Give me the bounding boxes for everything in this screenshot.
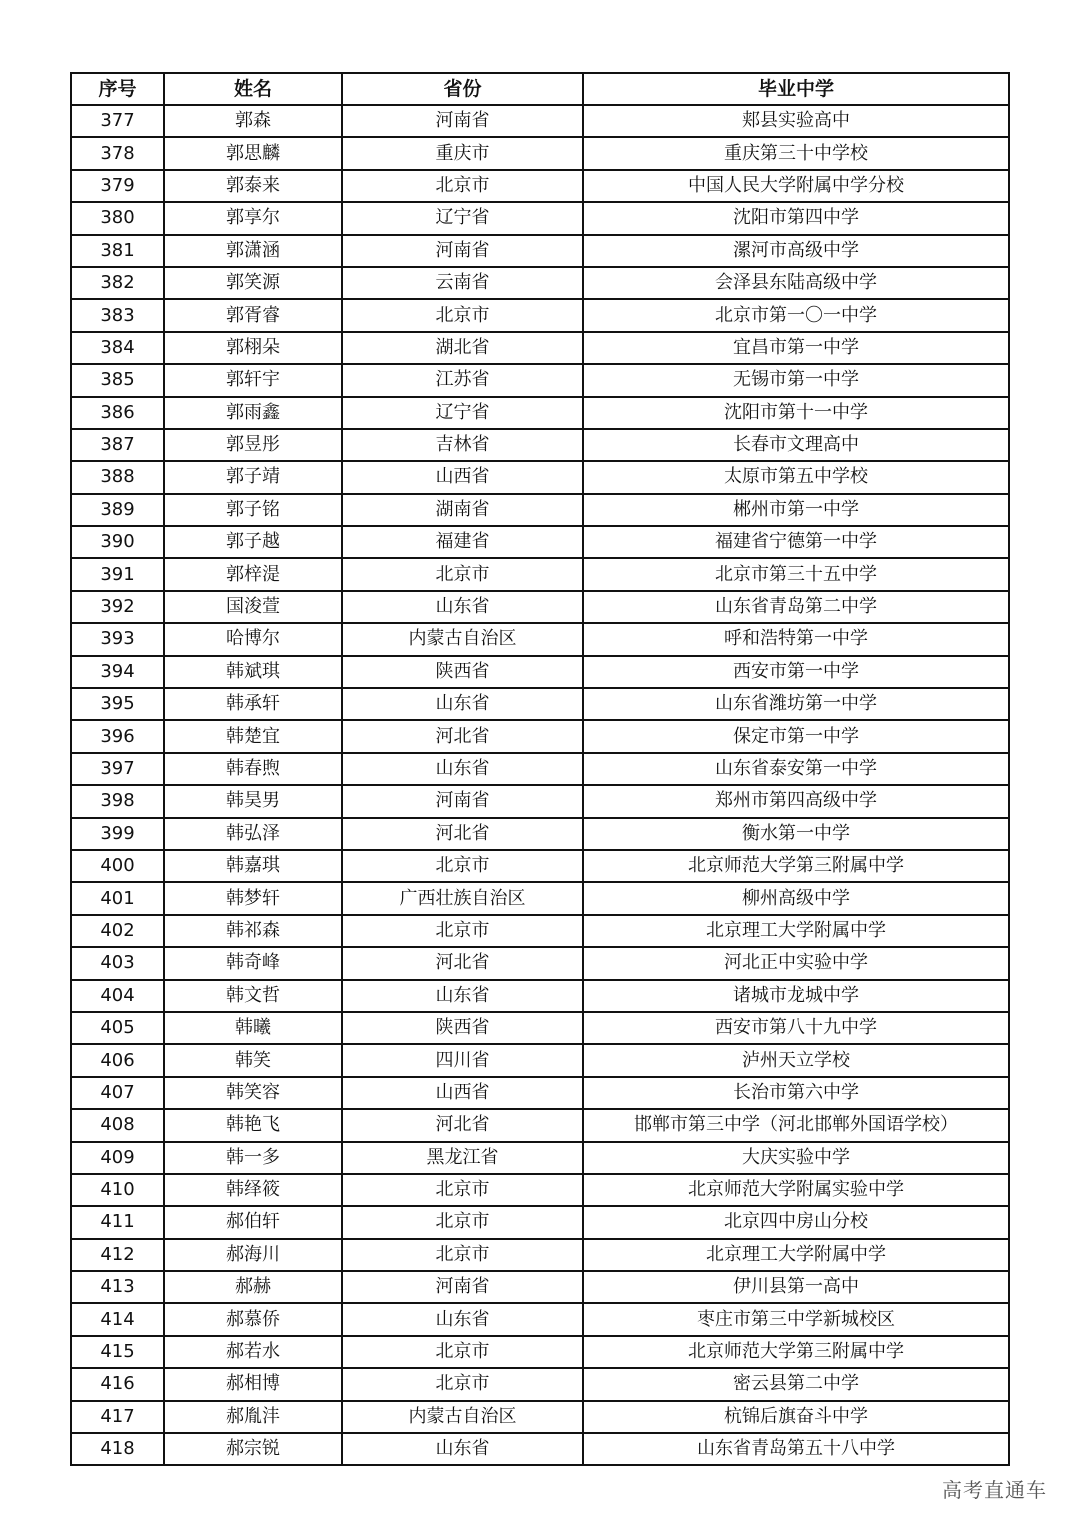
cell-index: 403	[71, 947, 164, 979]
cell-province: 北京市	[342, 1206, 583, 1238]
cell-index: 411	[71, 1206, 164, 1238]
cell-index: 417	[71, 1401, 164, 1433]
cell-index: 409	[71, 1142, 164, 1174]
table-row	[71, 1109, 1009, 1141]
cell-province: 内蒙古自治区	[342, 1401, 583, 1433]
cell-school: 山东省青岛第二中学	[583, 591, 1009, 623]
cell-index: 402	[71, 915, 164, 947]
cell-index: 398	[71, 785, 164, 817]
header-name: 姓名	[164, 73, 342, 105]
cell-index: 412	[71, 1239, 164, 1271]
cell-name: 韩奇峰	[164, 947, 342, 979]
cell-index: 394	[71, 656, 164, 688]
table-row	[71, 753, 1009, 785]
cell-index: 416	[71, 1368, 164, 1400]
table-row	[71, 461, 1009, 493]
cell-name: 哈博尔	[164, 623, 342, 655]
cell-name: 郭子铭	[164, 494, 342, 526]
table-row	[71, 1077, 1009, 1109]
cell-province: 北京市	[342, 299, 583, 331]
cell-name: 郝胤沣	[164, 1401, 342, 1433]
cell-name: 韩春煦	[164, 753, 342, 785]
cell-name: 郭胥睿	[164, 299, 342, 331]
cell-school: 呼和浩特第一中学	[583, 623, 1009, 655]
cell-school: 邯郸市第三中学（河北邯郸外国语学校）	[583, 1109, 1009, 1141]
cell-province: 北京市	[342, 1336, 583, 1368]
cell-index: 384	[71, 332, 164, 364]
cell-province: 辽宁省	[342, 397, 583, 429]
cell-name: 郭森	[164, 105, 342, 137]
cell-school: 山东省青岛第五十八中学	[583, 1433, 1009, 1465]
cell-name: 韩曦	[164, 1012, 342, 1044]
cell-school: 宜昌市第一中学	[583, 332, 1009, 364]
cell-school: 郴州市第一中学	[583, 494, 1009, 526]
cell-province: 陕西省	[342, 656, 583, 688]
table-row	[71, 785, 1009, 817]
cell-name: 郭潇涵	[164, 235, 342, 267]
cell-index: 392	[71, 591, 164, 623]
cell-index: 380	[71, 202, 164, 234]
cell-name: 郭泰来	[164, 170, 342, 202]
cell-index: 385	[71, 364, 164, 396]
header-school: 毕业中学	[583, 73, 1009, 105]
cell-school: 中国人民大学附属中学分校	[583, 170, 1009, 202]
watermark: 高考直通车	[942, 1478, 1047, 1502]
cell-name: 郝慕侨	[164, 1303, 342, 1335]
cell-school: 柳州高级中学	[583, 882, 1009, 914]
table-row	[71, 720, 1009, 752]
cell-name: 郭昱彤	[164, 429, 342, 461]
table-row	[71, 1368, 1009, 1400]
cell-province: 山东省	[342, 1433, 583, 1465]
cell-name: 韩笑	[164, 1044, 342, 1076]
table-row	[71, 1174, 1009, 1206]
cell-index: 390	[71, 526, 164, 558]
cell-name: 郭雨鑫	[164, 397, 342, 429]
table-row	[71, 105, 1009, 137]
cell-province: 北京市	[342, 170, 583, 202]
cell-province: 河南省	[342, 1271, 583, 1303]
cell-name: 郝海川	[164, 1239, 342, 1271]
student-list-table	[70, 72, 1010, 1466]
cell-province: 北京市	[342, 558, 583, 590]
cell-name: 郭笑源	[164, 267, 342, 299]
cell-school: 伊川县第一高中	[583, 1271, 1009, 1303]
cell-province: 福建省	[342, 526, 583, 558]
cell-school: 沈阳市第四中学	[583, 202, 1009, 234]
cell-name: 郝赫	[164, 1271, 342, 1303]
cell-school: 漯河市高级中学	[583, 235, 1009, 267]
cell-index: 413	[71, 1271, 164, 1303]
cell-index: 383	[71, 299, 164, 331]
cell-name: 韩承轩	[164, 688, 342, 720]
cell-province: 重庆市	[342, 137, 583, 169]
cell-name: 国浚萱	[164, 591, 342, 623]
cell-school: 诸城市龙城中学	[583, 980, 1009, 1012]
table-row	[71, 494, 1009, 526]
cell-index: 399	[71, 818, 164, 850]
cell-school: 北京师范大学附属实验中学	[583, 1174, 1009, 1206]
cell-province: 河北省	[342, 818, 583, 850]
cell-school: 河北正中实验中学	[583, 947, 1009, 979]
cell-name: 郭思麟	[164, 137, 342, 169]
cell-index: 404	[71, 980, 164, 1012]
table-row	[71, 656, 1009, 688]
cell-school: 北京理工大学附属中学	[583, 915, 1009, 947]
cell-school: 密云县第二中学	[583, 1368, 1009, 1400]
cell-province: 河南省	[342, 235, 583, 267]
cell-school: 长治市第六中学	[583, 1077, 1009, 1109]
cell-province: 辽宁省	[342, 202, 583, 234]
table-row	[71, 623, 1009, 655]
cell-school: 郑州市第四高级中学	[583, 785, 1009, 817]
cell-index: 387	[71, 429, 164, 461]
cell-province: 山东省	[342, 753, 583, 785]
table-row	[71, 1433, 1009, 1465]
table-row	[71, 170, 1009, 202]
cell-school: 长春市文理高中	[583, 429, 1009, 461]
cell-school: 北京市第三十五中学	[583, 558, 1009, 590]
cell-province: 广西壮族自治区	[342, 882, 583, 914]
cell-name: 郝若水	[164, 1336, 342, 1368]
cell-index: 381	[71, 235, 164, 267]
cell-name: 韩弘泽	[164, 818, 342, 850]
cell-name: 韩嘉琪	[164, 850, 342, 882]
cell-index: 391	[71, 558, 164, 590]
cell-name: 韩艳飞	[164, 1109, 342, 1141]
cell-province: 山东省	[342, 688, 583, 720]
cell-name: 郭轩宇	[164, 364, 342, 396]
cell-name: 韩文哲	[164, 980, 342, 1012]
cell-school: 泸州天立学校	[583, 1044, 1009, 1076]
table-row	[71, 235, 1009, 267]
header-row	[71, 73, 1009, 105]
cell-school: 无锡市第一中学	[583, 364, 1009, 396]
cell-index: 397	[71, 753, 164, 785]
cell-school: 北京市第一〇一中学	[583, 299, 1009, 331]
cell-name: 郝伯轩	[164, 1206, 342, 1238]
cell-index: 410	[71, 1174, 164, 1206]
cell-school: 沈阳市第十一中学	[583, 397, 1009, 429]
cell-name: 韩笑容	[164, 1077, 342, 1109]
cell-name: 韩昊男	[164, 785, 342, 817]
cell-school: 北京四中房山分校	[583, 1206, 1009, 1238]
cell-index: 418	[71, 1433, 164, 1465]
cell-school: 山东省潍坊第一中学	[583, 688, 1009, 720]
cell-province: 四川省	[342, 1044, 583, 1076]
cell-school: 枣庄市第三中学新城校区	[583, 1303, 1009, 1335]
cell-province: 山西省	[342, 1077, 583, 1109]
table-row	[71, 1206, 1009, 1238]
table-row	[71, 1142, 1009, 1174]
cell-school: 郏县实验高中	[583, 105, 1009, 137]
table-row	[71, 882, 1009, 914]
cell-province: 北京市	[342, 1239, 583, 1271]
table-row	[71, 364, 1009, 396]
cell-name: 郭子靖	[164, 461, 342, 493]
cell-province: 河北省	[342, 720, 583, 752]
table-row	[71, 1012, 1009, 1044]
cell-index: 401	[71, 882, 164, 914]
cell-index: 395	[71, 688, 164, 720]
cell-province: 北京市	[342, 1368, 583, 1400]
cell-name: 韩斌琪	[164, 656, 342, 688]
header-index: 序号	[71, 73, 164, 105]
cell-province: 湖南省	[342, 494, 583, 526]
table-body	[71, 105, 1009, 1465]
table-row	[71, 1271, 1009, 1303]
cell-index: 377	[71, 105, 164, 137]
table-row	[71, 1044, 1009, 1076]
cell-school: 北京师范大学第三附属中学	[583, 1336, 1009, 1368]
cell-province: 黑龙江省	[342, 1142, 583, 1174]
cell-index: 379	[71, 170, 164, 202]
table-row	[71, 980, 1009, 1012]
table-row	[71, 202, 1009, 234]
cell-school: 大庆实验中学	[583, 1142, 1009, 1174]
table-row	[71, 1239, 1009, 1271]
cell-province: 北京市	[342, 1174, 583, 1206]
cell-index: 389	[71, 494, 164, 526]
cell-province: 山东省	[342, 980, 583, 1012]
cell-school: 北京师范大学第三附属中学	[583, 850, 1009, 882]
cell-province: 山东省	[342, 591, 583, 623]
cell-name: 郭子越	[164, 526, 342, 558]
cell-province: 山东省	[342, 1303, 583, 1335]
cell-school: 衡水第一中学	[583, 818, 1009, 850]
cell-index: 408	[71, 1109, 164, 1141]
table-row	[71, 915, 1009, 947]
cell-index: 400	[71, 850, 164, 882]
cell-school: 保定市第一中学	[583, 720, 1009, 752]
cell-province: 北京市	[342, 850, 583, 882]
cell-school: 福建省宁德第一中学	[583, 526, 1009, 558]
cell-name: 郭梓湜	[164, 558, 342, 590]
cell-province: 河北省	[342, 947, 583, 979]
header-province: 省份	[342, 73, 583, 105]
cell-school: 西安市第八十九中学	[583, 1012, 1009, 1044]
cell-name: 韩绎筱	[164, 1174, 342, 1206]
cell-province: 江苏省	[342, 364, 583, 396]
cell-index: 386	[71, 397, 164, 429]
table-row	[71, 850, 1009, 882]
table-row	[71, 137, 1009, 169]
cell-index: 407	[71, 1077, 164, 1109]
cell-index: 378	[71, 137, 164, 169]
cell-name: 郝相博	[164, 1368, 342, 1400]
cell-index: 382	[71, 267, 164, 299]
table-row	[71, 526, 1009, 558]
cell-name: 郭栩朵	[164, 332, 342, 364]
cell-index: 414	[71, 1303, 164, 1335]
cell-index: 405	[71, 1012, 164, 1044]
table-row	[71, 947, 1009, 979]
table-row	[71, 558, 1009, 590]
cell-index: 388	[71, 461, 164, 493]
cell-province: 陕西省	[342, 1012, 583, 1044]
cell-index: 393	[71, 623, 164, 655]
cell-province: 北京市	[342, 915, 583, 947]
cell-province: 云南省	[342, 267, 583, 299]
table-row	[71, 688, 1009, 720]
cell-school: 山东省泰安第一中学	[583, 753, 1009, 785]
cell-name: 韩楚宜	[164, 720, 342, 752]
table-row	[71, 1401, 1009, 1433]
cell-province: 吉林省	[342, 429, 583, 461]
table-row	[71, 429, 1009, 461]
cell-index: 396	[71, 720, 164, 752]
cell-name: 韩一多	[164, 1142, 342, 1174]
cell-school: 西安市第一中学	[583, 656, 1009, 688]
table-row	[71, 591, 1009, 623]
cell-province: 河南省	[342, 785, 583, 817]
cell-name: 郝宗锐	[164, 1433, 342, 1465]
cell-school: 太原市第五中学校	[583, 461, 1009, 493]
table-row	[71, 267, 1009, 299]
table-row	[71, 332, 1009, 364]
cell-province: 内蒙古自治区	[342, 623, 583, 655]
table-row	[71, 397, 1009, 429]
cell-name: 郭享尔	[164, 202, 342, 234]
cell-school: 重庆第三十中学校	[583, 137, 1009, 169]
cell-school: 会泽县东陆高级中学	[583, 267, 1009, 299]
cell-index: 406	[71, 1044, 164, 1076]
cell-school: 北京理工大学附属中学	[583, 1239, 1009, 1271]
cell-province: 山西省	[342, 461, 583, 493]
cell-province: 湖北省	[342, 332, 583, 364]
cell-name: 韩梦轩	[164, 882, 342, 914]
table-row	[71, 1303, 1009, 1335]
cell-school: 杭锦后旗奋斗中学	[583, 1401, 1009, 1433]
cell-province: 河南省	[342, 105, 583, 137]
table-row	[71, 818, 1009, 850]
cell-name: 韩祁森	[164, 915, 342, 947]
table-row	[71, 1336, 1009, 1368]
cell-index: 415	[71, 1336, 164, 1368]
cell-province: 河北省	[342, 1109, 583, 1141]
table-row	[71, 299, 1009, 331]
